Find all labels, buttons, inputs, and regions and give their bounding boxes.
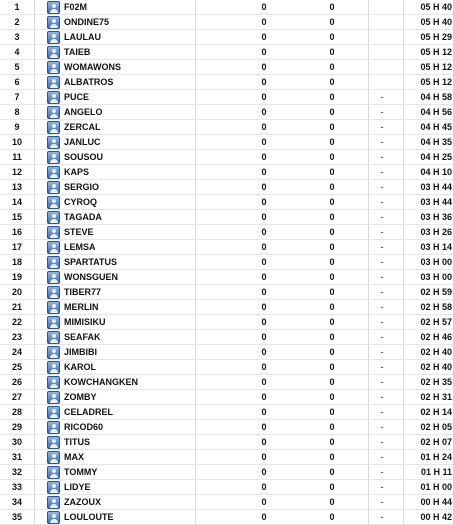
rank-cell: 4 xyxy=(14,47,20,57)
score-col-1: 0 xyxy=(261,242,267,252)
player-name[interactable]: JANLUC xyxy=(64,137,101,147)
player-name[interactable]: KAROL xyxy=(64,362,96,372)
score-col-2: 0 xyxy=(329,347,335,357)
time-cell: 02 H 59 xyxy=(420,287,452,297)
score-col-1: 0 xyxy=(261,377,267,387)
player-name[interactable]: WOMAWONS xyxy=(64,62,121,72)
status-dash: - xyxy=(380,182,384,192)
score-col-1: 0 xyxy=(261,182,267,192)
score-col-1: 0 xyxy=(261,107,267,117)
status-dash: - xyxy=(380,302,384,312)
time-cell: 01 H 00 xyxy=(420,482,452,492)
status-dash xyxy=(378,15,386,30)
rank-cell: 8 xyxy=(14,107,20,117)
time-cell: 04 H 58 xyxy=(420,92,452,102)
player-name[interactable]: MERLIN xyxy=(64,302,99,312)
player-name[interactable]: ONDINE75 xyxy=(64,17,110,27)
player-name[interactable]: LOULOUTE xyxy=(64,512,114,522)
score-col-1: 0 xyxy=(261,62,267,72)
rank-cell: 25 xyxy=(11,362,22,372)
table-row xyxy=(0,60,453,75)
table-row xyxy=(0,390,453,405)
status-dash: - xyxy=(380,92,384,102)
status-dash: - xyxy=(380,482,384,492)
player-name[interactable]: TAIEB xyxy=(64,47,91,57)
score-col-2: 0 xyxy=(329,92,335,102)
time-cell: 05 H 12 xyxy=(420,47,452,57)
status-dash: - xyxy=(380,287,384,297)
rank-cell: 26 xyxy=(11,377,22,387)
table-row xyxy=(0,435,453,450)
rank-cell: 34 xyxy=(11,497,22,507)
table-row xyxy=(0,345,453,360)
score-col-1: 0 xyxy=(261,467,267,477)
score-col-1: 0 xyxy=(261,152,267,162)
rank-cell: 31 xyxy=(11,452,22,462)
time-cell: 03 H 00 xyxy=(420,257,452,267)
status-dash: - xyxy=(380,152,384,162)
status-dash: - xyxy=(380,512,384,522)
table-row xyxy=(0,360,453,375)
score-col-1: 0 xyxy=(261,197,267,207)
score-col-2: 0 xyxy=(329,122,335,132)
time-cell: 02 H 35 xyxy=(420,377,452,387)
score-col-2: 0 xyxy=(329,17,335,27)
player-name[interactable]: MIMISIKU xyxy=(64,317,106,327)
time-cell: 05 H 29 xyxy=(420,32,452,42)
score-col-1: 0 xyxy=(261,437,267,447)
status-dash: - xyxy=(380,257,384,267)
time-cell: 03 H 14 xyxy=(420,242,452,252)
score-col-2: 0 xyxy=(329,422,335,432)
player-name[interactable]: SPARTATUS xyxy=(64,257,117,267)
user-avatar-icon[interactable] xyxy=(47,196,60,209)
user-avatar-icon[interactable] xyxy=(47,241,60,254)
score-col-2: 0 xyxy=(329,332,335,342)
time-cell: 02 H 40 xyxy=(420,347,452,357)
user-avatar-icon[interactable] xyxy=(47,31,60,44)
table-row xyxy=(0,510,453,525)
score-col-2: 0 xyxy=(329,467,335,477)
table-row xyxy=(0,195,453,210)
score-col-2: 0 xyxy=(329,2,335,12)
time-cell: 02 H 07 xyxy=(420,437,452,447)
score-col-2: 0 xyxy=(329,227,335,237)
user-avatar-icon[interactable] xyxy=(47,346,60,359)
rank-cell: 7 xyxy=(14,92,20,102)
time-cell: 05 H 40 xyxy=(420,2,452,12)
user-avatar-icon[interactable] xyxy=(47,136,60,149)
rank-cell: 35 xyxy=(11,512,22,522)
score-col-2: 0 xyxy=(329,152,335,162)
rank-cell: 27 xyxy=(11,392,22,402)
player-name[interactable]: MAX xyxy=(64,452,84,462)
rank-cell: 22 xyxy=(11,317,22,327)
player-name[interactable]: LIDYE xyxy=(64,482,91,492)
player-name[interactable]: ZAZOUX xyxy=(64,497,101,507)
rank-cell: 3 xyxy=(14,32,20,42)
user-avatar-icon[interactable] xyxy=(47,466,60,479)
user-avatar-icon[interactable] xyxy=(47,451,60,464)
user-avatar-icon[interactable] xyxy=(47,376,60,389)
user-avatar-icon[interactable] xyxy=(47,511,60,524)
score-col-1: 0 xyxy=(261,17,267,27)
player-name[interactable]: WONSGUEN xyxy=(64,272,118,282)
user-avatar-icon[interactable] xyxy=(47,361,60,374)
score-col-2: 0 xyxy=(329,317,335,327)
table-row xyxy=(0,255,453,270)
user-avatar-icon[interactable] xyxy=(47,301,60,314)
table-row xyxy=(0,285,453,300)
score-col-2: 0 xyxy=(329,137,335,147)
player-name[interactable]: CELADREL xyxy=(64,407,113,417)
user-avatar-icon[interactable] xyxy=(47,121,60,134)
score-col-2: 0 xyxy=(329,362,335,372)
table-row xyxy=(0,210,453,225)
score-col-2: 0 xyxy=(329,497,335,507)
status-dash: - xyxy=(380,437,384,447)
user-avatar-icon[interactable] xyxy=(47,421,60,434)
status-dash: - xyxy=(380,212,384,222)
score-col-2: 0 xyxy=(329,392,335,402)
player-name[interactable]: KAPS xyxy=(64,167,90,177)
rank-cell: 13 xyxy=(11,182,22,192)
time-cell: 05 H 40 xyxy=(420,17,452,27)
score-col-1: 0 xyxy=(261,407,267,417)
score-col-2: 0 xyxy=(329,452,335,462)
rank-cell: 17 xyxy=(11,242,22,252)
rank-cell: 14 xyxy=(11,197,22,207)
score-col-2: 0 xyxy=(329,107,335,117)
rank-cell: 23 xyxy=(11,332,22,342)
rank-cell: 15 xyxy=(11,212,22,222)
player-name[interactable]: ALBATROS xyxy=(64,77,114,87)
rank-cell: 16 xyxy=(11,227,22,237)
score-col-2: 0 xyxy=(329,197,335,207)
player-name[interactable]: LEMSA xyxy=(64,242,96,252)
user-avatar-icon[interactable] xyxy=(47,496,60,509)
user-avatar-icon[interactable] xyxy=(47,181,60,194)
status-dash: - xyxy=(380,332,384,342)
user-avatar-icon[interactable] xyxy=(47,61,60,74)
user-avatar-icon[interactable] xyxy=(47,256,60,269)
user-avatar-icon[interactable] xyxy=(47,481,60,494)
time-cell: 01 H 24 xyxy=(420,452,452,462)
user-avatar-icon[interactable] xyxy=(47,166,60,179)
player-name[interactable]: ZOMBY xyxy=(64,392,97,402)
table-row xyxy=(0,405,453,420)
user-avatar-icon[interactable] xyxy=(47,91,60,104)
table-row xyxy=(0,150,453,165)
score-col-2: 0 xyxy=(329,302,335,312)
score-col-1: 0 xyxy=(261,482,267,492)
time-cell: 03 H 36 xyxy=(420,212,452,222)
score-col-2: 0 xyxy=(329,167,335,177)
score-col-2: 0 xyxy=(329,407,335,417)
score-col-2: 0 xyxy=(329,77,335,87)
table-row xyxy=(0,375,453,390)
status-dash: - xyxy=(380,107,384,117)
time-cell: 04 H 25 xyxy=(420,152,452,162)
user-avatar-icon[interactable] xyxy=(47,226,60,239)
table-row xyxy=(0,330,453,345)
player-name[interactable]: SERGIO xyxy=(64,182,100,192)
table-row xyxy=(0,15,453,30)
rank-cell: 28 xyxy=(11,407,22,417)
table-row xyxy=(0,135,453,150)
player-name[interactable]: STEVE xyxy=(64,227,94,237)
time-cell: 02 H 31 xyxy=(420,392,452,402)
score-col-1: 0 xyxy=(261,332,267,342)
time-cell: 04 H 10 xyxy=(420,167,452,177)
score-col-2: 0 xyxy=(329,62,335,72)
score-col-1: 0 xyxy=(261,287,267,297)
status-dash: - xyxy=(380,227,384,237)
status-dash: - xyxy=(380,167,384,177)
table-row xyxy=(0,180,453,195)
user-avatar-icon[interactable] xyxy=(47,316,60,329)
score-col-1: 0 xyxy=(261,167,267,177)
score-col-1: 0 xyxy=(261,92,267,102)
rank-cell: 2 xyxy=(14,17,20,27)
score-col-2: 0 xyxy=(329,482,335,492)
status-dash xyxy=(378,0,386,15)
user-avatar-icon[interactable] xyxy=(47,76,60,89)
rank-cell: 9 xyxy=(14,122,20,132)
rank-cell: 6 xyxy=(14,77,20,87)
score-col-1: 0 xyxy=(261,452,267,462)
score-col-1: 0 xyxy=(261,227,267,237)
status-dash xyxy=(378,75,386,90)
score-col-2: 0 xyxy=(329,272,335,282)
time-cell: 01 H 11 xyxy=(420,467,452,477)
time-cell: 02 H 40 xyxy=(420,362,452,372)
user-avatar-icon[interactable] xyxy=(47,1,60,14)
score-col-1: 0 xyxy=(261,512,267,522)
rank-cell: 30 xyxy=(11,437,22,447)
status-dash: - xyxy=(380,497,384,507)
table-row xyxy=(0,165,453,180)
score-col-2: 0 xyxy=(329,257,335,267)
player-name[interactable]: ANGELO xyxy=(64,107,103,117)
score-col-1: 0 xyxy=(261,302,267,312)
score-col-2: 0 xyxy=(329,287,335,297)
score-col-2: 0 xyxy=(329,47,335,57)
player-name[interactable]: TAGADA xyxy=(64,212,102,222)
status-dash xyxy=(378,30,386,45)
rank-cell: 33 xyxy=(11,482,22,492)
time-cell: 04 H 35 xyxy=(420,137,452,147)
status-dash: - xyxy=(380,467,384,477)
status-dash: - xyxy=(380,242,384,252)
user-avatar-icon[interactable] xyxy=(47,331,60,344)
user-avatar-icon[interactable] xyxy=(47,406,60,419)
player-name[interactable]: F02M xyxy=(64,2,88,12)
user-avatar-icon[interactable] xyxy=(47,46,60,59)
status-dash: - xyxy=(380,122,384,132)
player-name[interactable]: TITUS xyxy=(64,437,90,447)
time-cell: 05 H 12 xyxy=(420,77,452,87)
rank-cell: 5 xyxy=(14,62,20,72)
table-row xyxy=(0,75,453,90)
time-cell: 02 H 14 xyxy=(420,407,452,417)
time-cell: 02 H 58 xyxy=(420,302,452,312)
time-cell: 03 H 44 xyxy=(420,182,452,192)
score-col-2: 0 xyxy=(329,512,335,522)
user-avatar-icon[interactable] xyxy=(47,16,60,29)
score-col-1: 0 xyxy=(261,257,267,267)
user-avatar-icon[interactable] xyxy=(47,391,60,404)
score-col-1: 0 xyxy=(261,347,267,357)
table-row xyxy=(0,450,453,465)
player-name[interactable]: PUCE xyxy=(64,92,90,102)
rank-cell: 20 xyxy=(11,287,22,297)
status-dash: - xyxy=(380,197,384,207)
score-col-2: 0 xyxy=(329,182,335,192)
status-dash: - xyxy=(380,452,384,462)
table-row xyxy=(0,465,453,480)
score-col-1: 0 xyxy=(261,32,267,42)
status-dash: - xyxy=(380,407,384,417)
table-row xyxy=(0,105,453,120)
rank-cell: 29 xyxy=(11,422,22,432)
status-dash: - xyxy=(380,272,384,282)
user-avatar-icon[interactable] xyxy=(47,151,60,164)
status-dash: - xyxy=(380,347,384,357)
time-cell: 00 H 44 xyxy=(420,497,452,507)
status-dash xyxy=(378,45,386,60)
table-row xyxy=(0,120,453,135)
table-row xyxy=(0,240,453,255)
status-dash: - xyxy=(380,377,384,387)
score-col-1: 0 xyxy=(261,497,267,507)
score-col-1: 0 xyxy=(261,212,267,222)
player-name[interactable]: LAULAU xyxy=(64,32,101,42)
status-dash: - xyxy=(380,317,384,327)
table-row xyxy=(0,270,453,285)
score-col-1: 0 xyxy=(261,137,267,147)
rank-cell: 10 xyxy=(11,137,22,147)
score-col-1: 0 xyxy=(261,2,267,12)
table-row xyxy=(0,45,453,60)
rank-cell: 19 xyxy=(11,272,22,282)
table-row xyxy=(0,480,453,495)
player-name[interactable]: CYROQ xyxy=(64,197,98,207)
time-cell: 03 H 44 xyxy=(420,197,452,207)
user-avatar-icon[interactable] xyxy=(47,271,60,284)
table-row xyxy=(0,225,453,240)
score-col-2: 0 xyxy=(329,377,335,387)
time-cell: 05 H 12 xyxy=(420,62,452,72)
status-dash xyxy=(378,60,386,75)
score-col-2: 0 xyxy=(329,212,335,222)
score-col-2: 0 xyxy=(329,32,335,42)
table-row xyxy=(0,495,453,510)
time-cell: 02 H 46 xyxy=(420,332,452,342)
table-row xyxy=(0,30,453,45)
player-name[interactable]: ZERCAL xyxy=(64,122,101,132)
table-row xyxy=(0,300,453,315)
rank-cell: 18 xyxy=(11,257,22,267)
player-name[interactable]: JIMBIBI xyxy=(64,347,98,357)
score-col-2: 0 xyxy=(329,437,335,447)
player-name[interactable]: SOUSOU xyxy=(64,152,104,162)
user-avatar-icon[interactable] xyxy=(47,286,60,299)
score-col-1: 0 xyxy=(261,422,267,432)
player-name[interactable]: RICOD60 xyxy=(64,422,104,432)
player-name[interactable]: KOWCHANGKEN xyxy=(64,377,138,387)
score-col-1: 0 xyxy=(261,47,267,57)
time-cell: 04 H 45 xyxy=(420,122,452,132)
rank-cell: 21 xyxy=(11,302,22,312)
user-avatar-icon[interactable] xyxy=(47,436,60,449)
rank-cell: 12 xyxy=(11,167,22,177)
score-col-1: 0 xyxy=(261,392,267,402)
table-row xyxy=(0,0,453,15)
score-col-1: 0 xyxy=(261,362,267,372)
rank-cell: 24 xyxy=(11,347,22,357)
player-name[interactable]: TOMMY xyxy=(64,467,98,477)
rank-cell: 32 xyxy=(11,467,22,477)
table-row xyxy=(0,315,453,330)
status-dash: - xyxy=(380,137,384,147)
rank-cell: 1 xyxy=(14,2,20,12)
table-row xyxy=(0,90,453,105)
status-dash: - xyxy=(380,422,384,432)
score-col-1: 0 xyxy=(261,272,267,282)
score-col-1: 0 xyxy=(261,122,267,132)
status-dash: - xyxy=(380,362,384,372)
score-col-2: 0 xyxy=(329,242,335,252)
rank-cell: 11 xyxy=(12,152,22,162)
player-name[interactable]: TIBER77 xyxy=(64,287,102,297)
user-avatar-icon[interactable] xyxy=(47,211,60,224)
user-avatar-icon[interactable] xyxy=(47,106,60,119)
player-name[interactable]: SEAFAK xyxy=(64,332,101,342)
time-cell: 02 H 05 xyxy=(420,422,452,432)
time-cell: 00 H 42 xyxy=(420,512,452,522)
time-cell: 04 H 56 xyxy=(420,107,452,117)
table-row xyxy=(0,420,453,435)
time-cell: 02 H 57 xyxy=(420,317,452,327)
score-col-1: 0 xyxy=(261,317,267,327)
time-cell: 03 H 00 xyxy=(420,272,452,282)
score-col-1: 0 xyxy=(261,77,267,87)
time-cell: 03 H 26 xyxy=(420,227,452,237)
status-dash: - xyxy=(380,392,384,402)
